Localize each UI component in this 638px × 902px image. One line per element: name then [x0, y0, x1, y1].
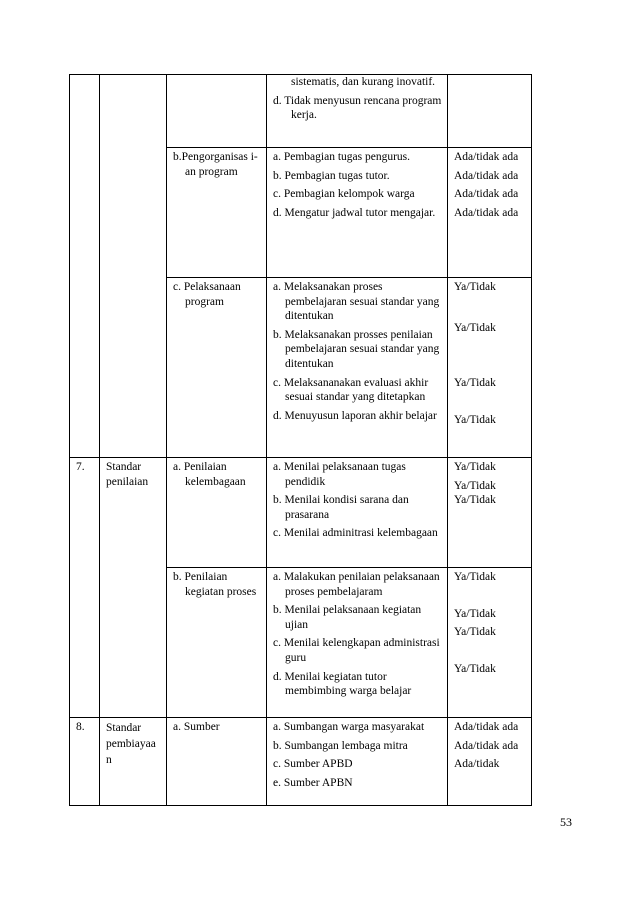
indicator-item: a. Sumbangan warga masyarakat [273, 721, 425, 733]
indicator-item: c. Melaksananakan evaluasi akhir sesuai standar yang ditetapkan [273, 376, 429, 404]
row-number: 8. [76, 721, 85, 733]
aspect-cell [167, 278, 267, 458]
answer-item: Ya/Tidak [454, 461, 496, 473]
indicator-item: d. Menilai kegiatan tutor membimbing warga belajar [273, 670, 412, 698]
answer-item: Ya/Tidak [454, 571, 496, 583]
answer-cell [448, 568, 532, 718]
answer-item: Ada/tidak ada [454, 739, 519, 752]
aspect-text: a. Sumber [173, 721, 220, 733]
answer-item: Ada/tidak ada [454, 206, 519, 219]
standard-cell [100, 278, 167, 458]
answer-item: Ya/Tidak [454, 281, 496, 293]
answer-cell [448, 148, 532, 278]
no-cell [70, 458, 100, 568]
page-number: 53 [560, 815, 572, 829]
indicator-cell [267, 148, 448, 278]
indicator-item: e. Sumber APBN [273, 776, 353, 789]
indicator-item: d. Tidak menyusun rencana program kerja. [273, 94, 442, 122]
standard-cell [100, 75, 167, 148]
answer-item: Ada/tidak ada [454, 151, 519, 163]
answer-item: Ada/tidak ada [454, 721, 519, 733]
standard-text: Standar pembiayaa n [106, 722, 156, 766]
indicator-item: a. Menilai pelaksanaan tugas pendidik [273, 461, 406, 488]
table-row [70, 75, 532, 148]
table-row [70, 148, 532, 278]
answer-cell [448, 458, 532, 568]
indicator-cell [267, 718, 448, 806]
answer-item: Ada/tidak [454, 758, 500, 771]
indicator-item: c. Menilai adminitrasi kelembagaan [273, 527, 438, 540]
indicator-item: b. Sumbangan lembaga mitra [273, 739, 408, 752]
indicator-item: a. Malakukan penilaian pelaksanaan proses pembelajaram [273, 571, 440, 598]
answer-cell [448, 718, 532, 806]
table-row [70, 718, 532, 806]
table-row [70, 278, 532, 458]
row-number: 7. [76, 461, 85, 473]
answer-item: Ya/Tidak [454, 479, 496, 492]
indicator-item: b. Pembagian tugas tutor. [273, 169, 390, 182]
indicator-item: b. Melaksanakan prosses penilaian pembelajaran sesuai standar yang ditentukan [273, 328, 440, 370]
indicator-cell [267, 278, 448, 458]
indicator-item: c. Menilai kelengkapan administrasi guru [273, 637, 440, 664]
indicator-cell [267, 75, 448, 148]
no-cell [70, 568, 100, 718]
indicator-item: c. Sumber APBD [273, 758, 353, 771]
answer-item: Ya/Tidak [454, 413, 496, 426]
table-row [70, 568, 532, 718]
aspect-text: c. Pelaksanaan program [173, 281, 241, 308]
answer-cell [448, 75, 532, 148]
answer-item: Ada/tidak ada [454, 169, 519, 182]
indicator-cell [267, 458, 448, 568]
answer-item: Ya/Tidak [454, 626, 496, 639]
aspect-cell [167, 568, 267, 718]
standard-cell [100, 568, 167, 718]
answer-item: Ya/Tidak [454, 377, 496, 390]
answer-item: Ya/Tidak [454, 321, 496, 334]
aspect-cell [167, 718, 267, 806]
indicator-item: d. Menuyusun laporan akhir belajar [273, 409, 437, 422]
aspect-text: b. Penilaian kegiatan proses [173, 571, 257, 598]
standard-cell [100, 148, 167, 278]
answer-item: Ya/Tidak [454, 662, 496, 675]
indicator-item: a. Melaksanakan proses pembelajaran sesuai standar yang ditentukan [273, 281, 440, 323]
indicator-item: b. Menilai pelaksanaan kegiatan ujian [273, 604, 422, 631]
standard-text: Standar penilaian [106, 461, 149, 488]
no-cell [70, 278, 100, 458]
aspect-text: a. Penilaian kelembagaan [173, 461, 246, 488]
no-cell [70, 75, 100, 148]
aspect-text: b.Pengorganisas i-an program [173, 151, 258, 178]
indicator-item: b. Menilai kondisi sarana dan prasarana [273, 494, 409, 521]
standard-cell [100, 458, 167, 568]
answer-cell [448, 278, 532, 458]
aspect-cell [167, 75, 267, 148]
no-cell [70, 718, 100, 806]
indicator-item: d. Mengatur jadwal tutor mengajar. [273, 206, 436, 219]
aspect-cell [167, 148, 267, 278]
no-cell [70, 148, 100, 278]
indicator-item: c. Pembagian kelompok warga [273, 188, 415, 201]
answer-item: Ada/tidak ada [454, 188, 519, 201]
standard-cell [100, 718, 167, 806]
indicator-cell [267, 568, 448, 718]
indicator-item: a. Pembagian tugas pengurus. [273, 151, 411, 163]
table-row [70, 458, 532, 568]
answer-item: Ya/Tidak [454, 607, 496, 620]
answer-item: Ya/Tidak [454, 494, 496, 507]
evaluation-table [69, 74, 532, 806]
indicator-item: sistematis, dan kurang inovatif. [291, 76, 436, 88]
aspect-cell [167, 458, 267, 568]
